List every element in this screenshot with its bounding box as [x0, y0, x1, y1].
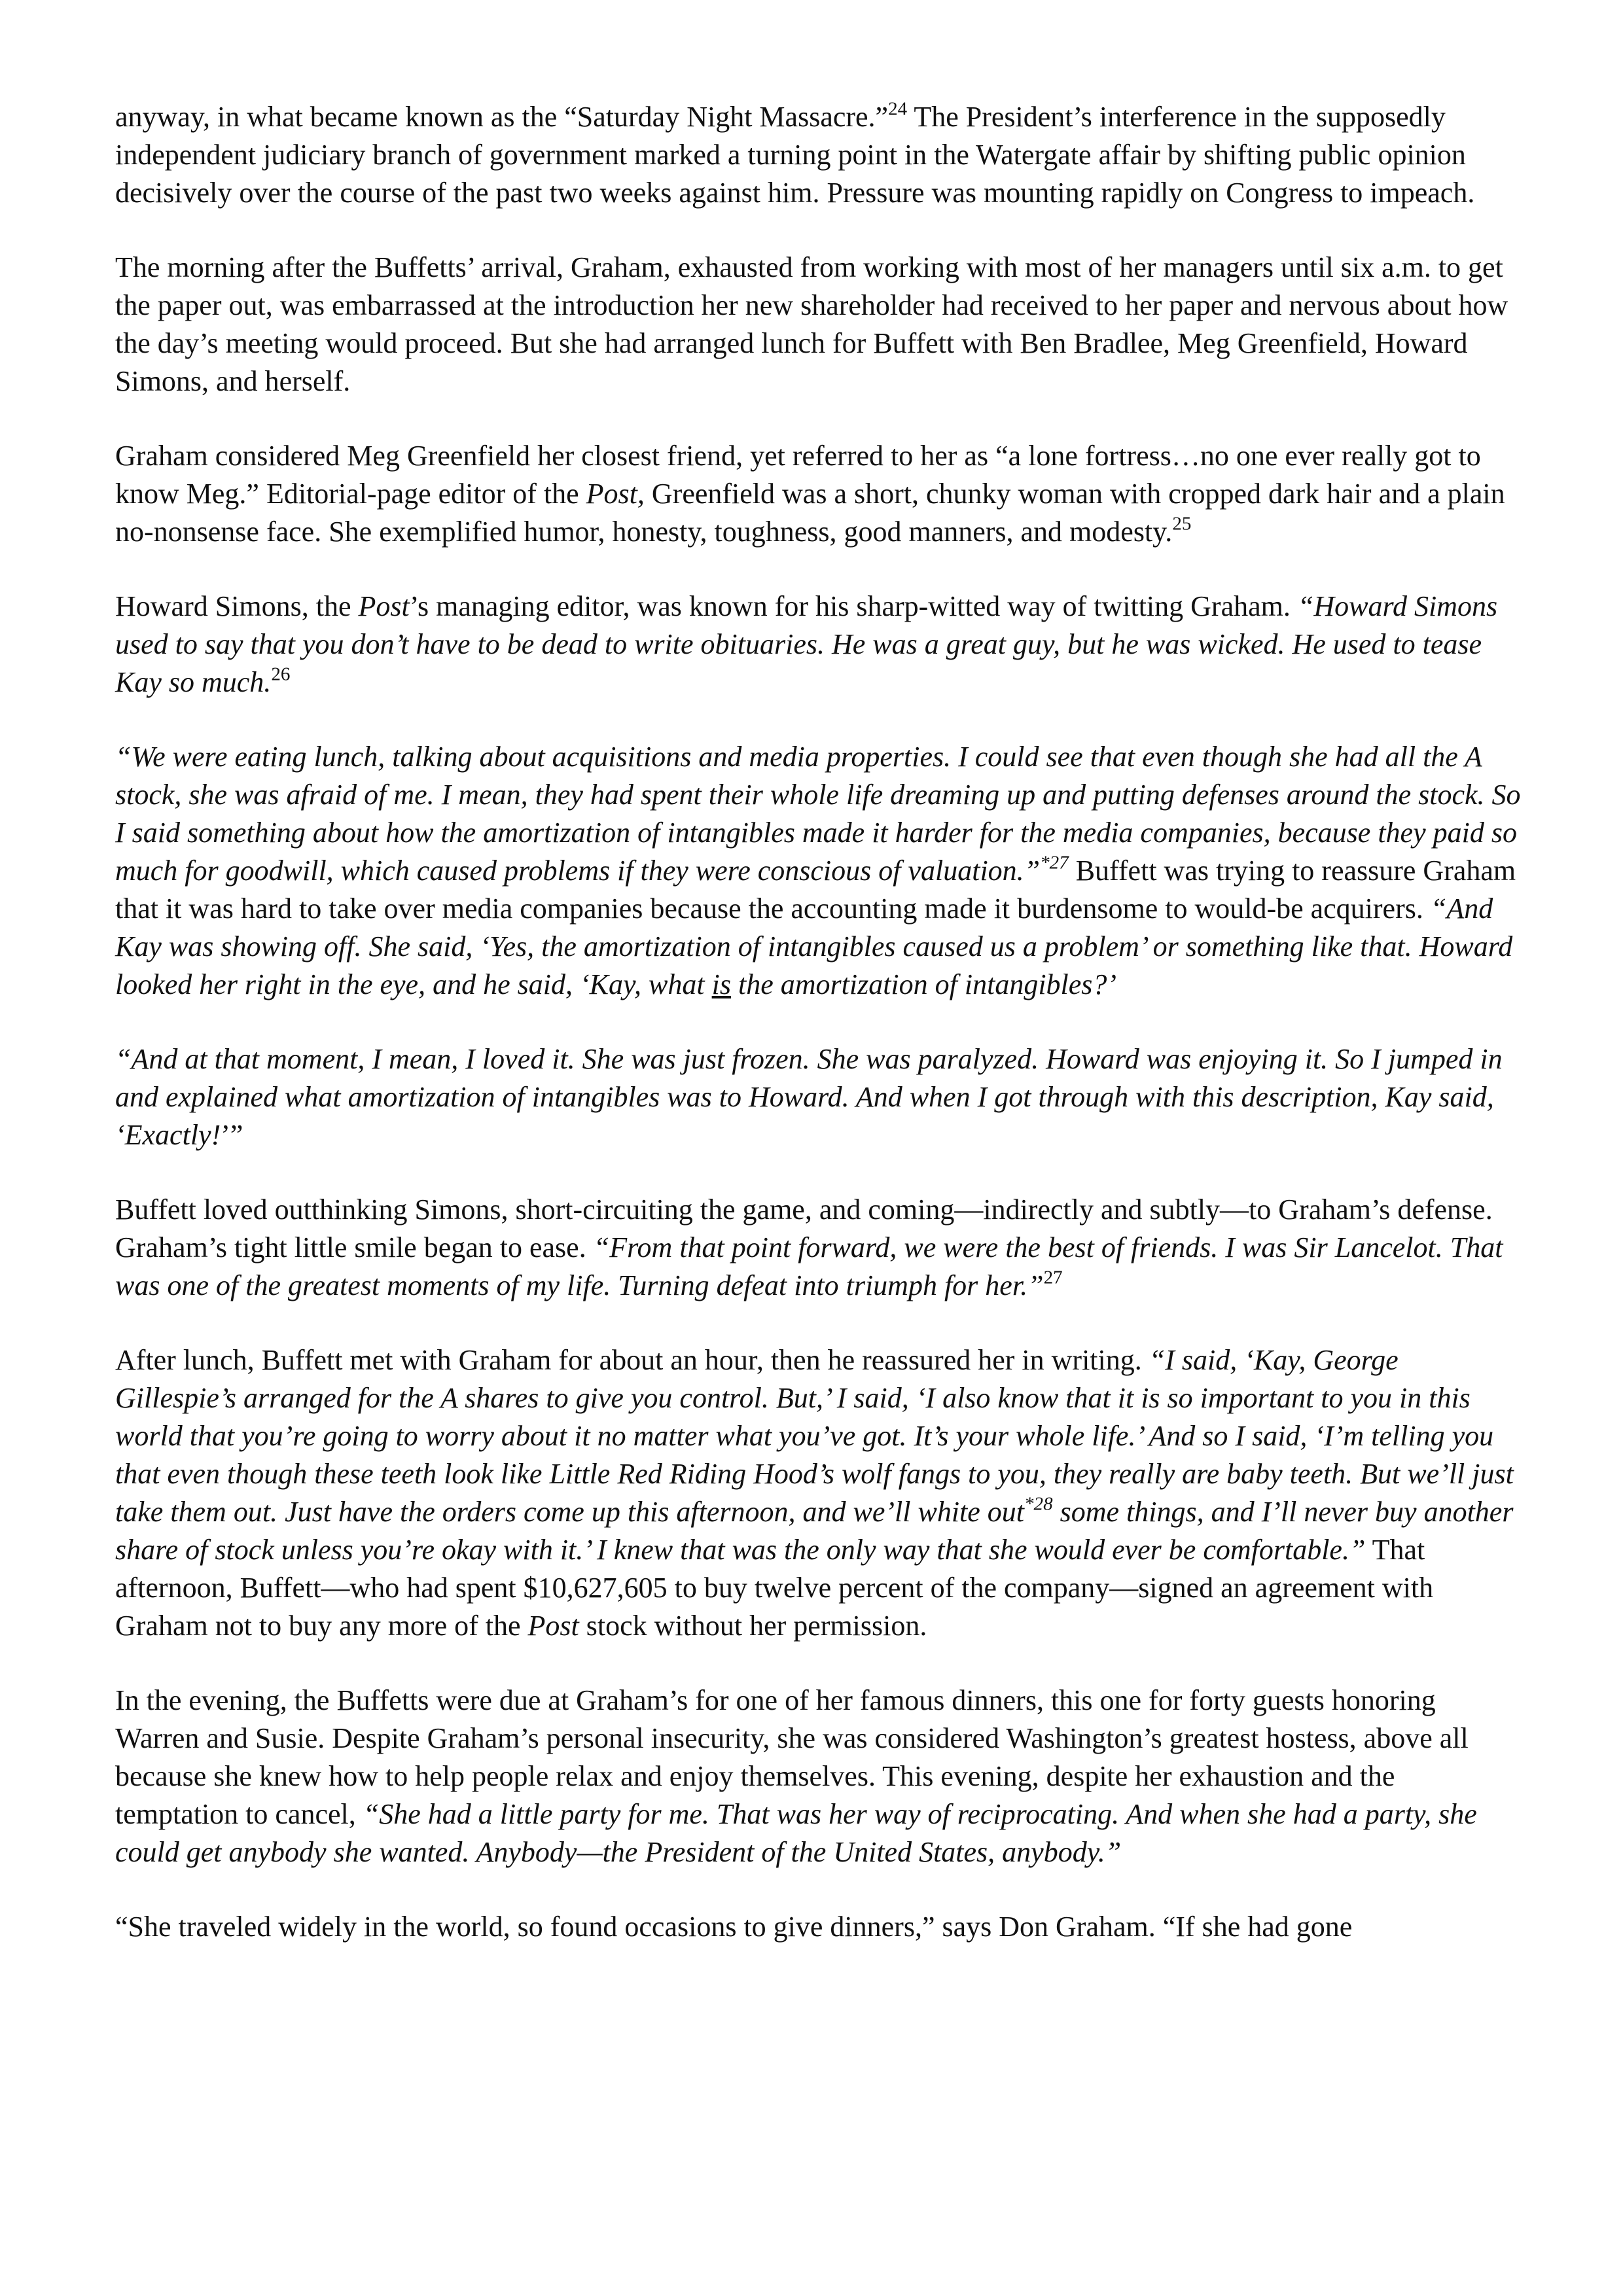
paragraph — [115, 588, 1522, 701]
italic-text: Post, — [586, 478, 645, 510]
text-run: stock without her permission. — [579, 1610, 927, 1642]
footnote-marker: 24 — [888, 98, 908, 120]
text-run: Howard Simons, the — [115, 590, 359, 622]
text-run: ’” — [221, 1119, 243, 1151]
document-page — [115, 98, 1522, 1946]
italic-text: “And Kay was showing off. She said, ‘Yes, the amortization of intangibles caused us a problem’ or something like that. Howard looked her right in the eye, and he said, ‘Kay, what — [115, 892, 1513, 1000]
text-run: ’s managing editor, was known for his sharp-witted way of twitting Graham. — [409, 590, 1298, 622]
text-run: The President’s interference in the supposedly independent judiciary branch of government marked a turning point in the Watergate affair by shifting public opinion decisively over the course of the past two weeks against him. Pressure was mounting rapidly on Congress to impeach. — [115, 101, 1475, 209]
text-run: After lunch, Buffett met with Graham for about an hour, then he reassured her in writing. — [115, 1344, 1149, 1376]
italic-text: “I said, ‘Kay, George Gillespie’s arranged for the A shares to give you control. But,’ I said, ‘I also know that it is so important to you in this world that you’re going to worry about it no matter what you’ve got. It’s your whole life.’ And so I said, ‘I’m telling you that even though these teeth look like Little Red Riding Hood’s wolf fangs to you, they really are baby teeth. But we’ll just take them out. Just have the orders come up this afternoon, and we’ll white out — [115, 1344, 1514, 1528]
italic-text: “We were eating lunch, talking about acquisitions and media properties. I could see that even though she had all the A stock, she was afraid of me. I mean, they had spent their whole life dreaming up and putting defenses around the stock. So I said something about how the amortization of intangibles made it harder for the media companies, because they paid so much for goodwill, which caused problems if they were conscious of valuation.” — [115, 741, 1521, 887]
italic-text: some things, and I’ll never buy another share of stock unless you’re okay with it.’ I knew that was the only way that she would ever be comfortable.” — [115, 1496, 1514, 1566]
italic-text: Post — [527, 1610, 579, 1642]
paragraph — [115, 1908, 1522, 1946]
footnote-marker: 27 — [1043, 1267, 1063, 1288]
italic-text: is — [711, 968, 731, 1000]
italic-text: “And at that moment, I mean, I loved it. She was just frozen. She was paralyzed. Howard was enjoying it. So I jumped in and explained what amortization of intangibles was to Howard. And when I got through with this description, Kay said, ‘Exactly! — [115, 1043, 1503, 1151]
paragraph — [115, 437, 1522, 551]
text-run: The morning after the Buffetts’ arrival, Graham, exhausted from working with most of her managers until six a.m. to get the paper out, was embarrassed at the introduction her new shareholder had received to her paper and nervous about how the day’s meeting would proceed. But she had arranged lunch for Buffett with Ben Bradlee, Meg Greenfield, Howard Simons, and herself. — [115, 251, 1508, 397]
italic-text: Post — [358, 590, 410, 622]
italic-text: the amortization of intangibles?’ — [730, 968, 1117, 1000]
paragraph — [115, 249, 1522, 400]
text-run: Buffett loved outthinking Simons, short-circuiting the game, and coming—indirectly and subtly—to Graham’s defense. Graham’s tight little smile began to ease. — [115, 1193, 1493, 1263]
paragraph — [115, 1191, 1522, 1305]
text-run: In the evening, the Buffetts were due at Graham’s for one of her famous dinners, this one for forty guests honoring Warren and Susie. Despite Graham’s personal insecurity, she was considered Washington’s greatest hostess, above all because she knew how to help people relax and enjoy themselves. This evening, despite her exhaustion and the temptation to cancel, — [115, 1684, 1469, 1830]
paragraph — [115, 98, 1522, 212]
footnote-marker: 25 — [1172, 513, 1192, 535]
italic-text: “Howard Simons used to say that you don’t have to be dead to write obituaries. He was a great guy, but he was wicked. He used to tease Kay so much. — [115, 590, 1498, 698]
italic-text: “From that point forward, we were the best of friends. I was Sir Lancelot. That was one of the greatest moments of my life. Turning defeat into triumph for her.” — [115, 1231, 1503, 1301]
text-run: anyway, in what became known as the “Saturday Night Massacre.” — [115, 101, 889, 133]
footnote-marker: *28 — [1024, 1493, 1053, 1515]
footnote-marker: 26 — [271, 663, 291, 685]
text-run: Graham considered Meg Greenfield her closest friend, yet referred to her as “a lone fortress…no one ever really got to know Meg.” Editorial-page editor of the — [115, 440, 1481, 510]
italic-text: “She had a little party for me. That was her way of reciprocating. And when she had a party, she could get anybody she wanted. Anybody—the President of the United States, anybody.” — [115, 1798, 1477, 1868]
text-run: Greenfield was a short, chunky woman with cropped dark hair and a plain no-nonsense face. She exemplified humor, honesty, toughness, good manners, and modesty. — [115, 478, 1505, 548]
paragraph — [115, 1040, 1522, 1154]
text-run: “She traveled widely in the world, so found occasions to give dinners,” says Don Graham. “If she had gone — [115, 1911, 1353, 1943]
paragraph — [115, 1682, 1522, 1871]
text-run: Buffett was trying to reassure Graham that it was hard to take over media companies because the accounting made it burdensome to would-be acquirers. — [115, 855, 1516, 925]
paragraph — [115, 738, 1522, 1004]
text-run: That afternoon, Buffett—who had spent $10,627,605 to buy twelve percent of the company—signed an agreement with Graham not to buy any more of the — [115, 1534, 1434, 1642]
footnote-marker: *27 — [1040, 852, 1069, 874]
paragraph — [115, 1341, 1522, 1645]
